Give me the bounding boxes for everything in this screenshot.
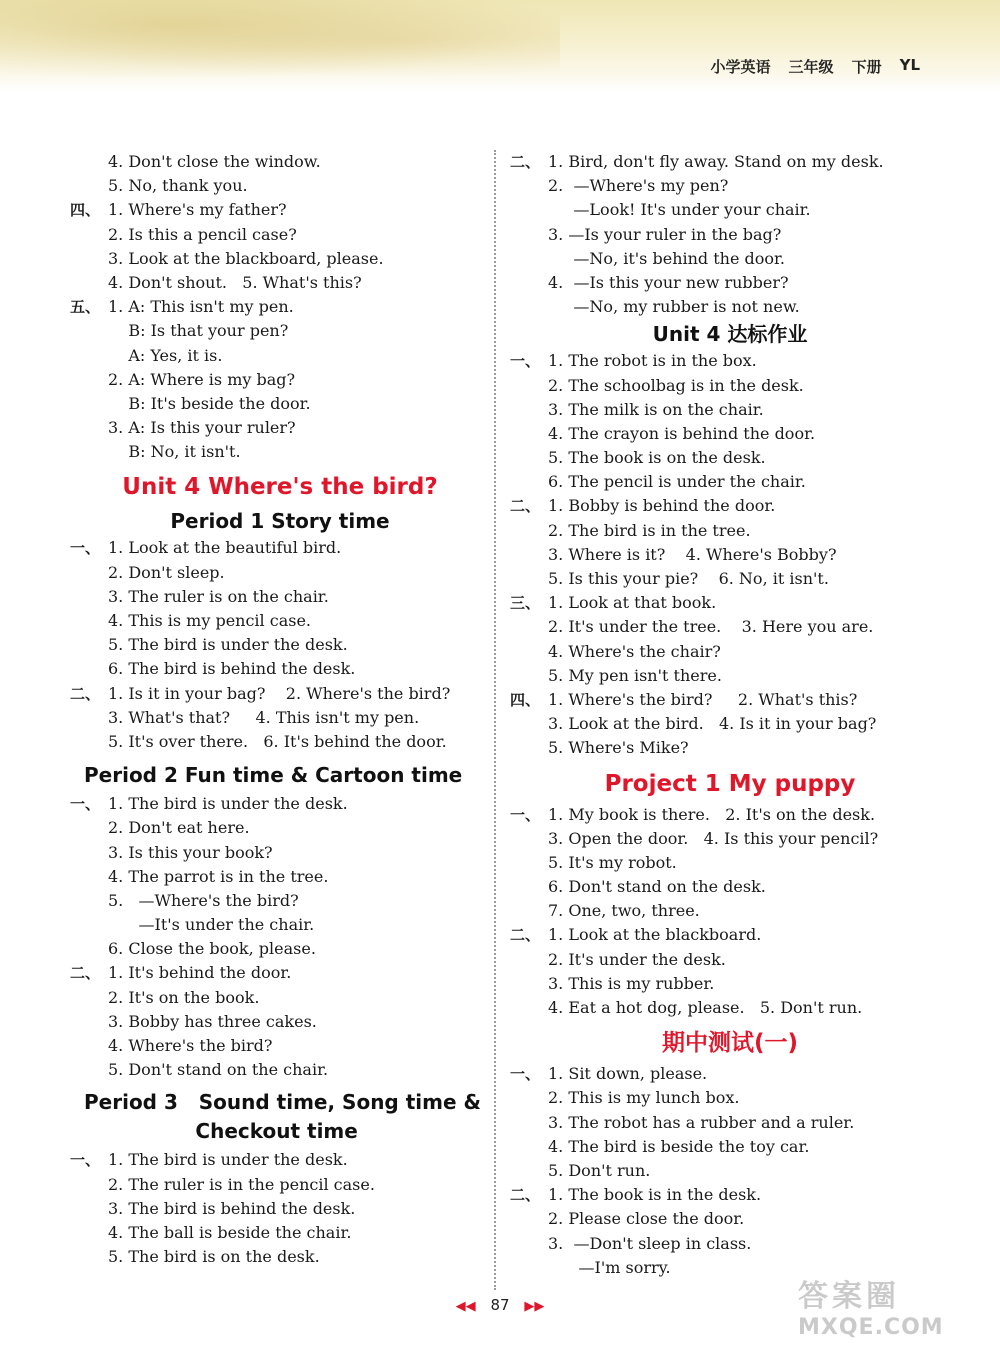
section-number: 一、 <box>70 795 101 814</box>
answer-text: 2. The schoolbag is in the desk. <box>548 375 804 395</box>
header-subject: 小学英语 <box>710 58 771 76</box>
answer-text: 1. Where's the bird? 2. What's this? <box>548 689 858 709</box>
section-number <box>510 174 548 198</box>
answer-line <box>70 416 490 440</box>
left-column <box>70 150 490 1269</box>
answer-line <box>70 889 490 913</box>
answer-text: 3. A: Is this your ruler? <box>108 418 296 438</box>
answer-line <box>70 1010 490 1034</box>
section-number <box>70 392 108 416</box>
answer-text: 5. No, thank you. <box>108 176 248 196</box>
answer-line <box>70 609 490 633</box>
answer-text: 1. Bobby is behind the door. <box>548 496 776 516</box>
section-number <box>70 585 108 609</box>
answer-line <box>70 368 490 392</box>
section-number: 一、 <box>510 1065 541 1084</box>
section-number <box>510 1256 548 1280</box>
answer-line <box>510 446 950 470</box>
section-number: 二、 <box>510 153 541 171</box>
period-heading: Period 2 Fun time & Cartoon time <box>84 763 463 788</box>
answer-text: 5. The bird is on the desk. <box>108 1247 320 1267</box>
answer-line <box>70 706 490 730</box>
answer-line <box>510 494 950 518</box>
answer-line <box>510 1086 950 1110</box>
section-number <box>70 937 108 961</box>
answer-line <box>70 816 490 840</box>
section-number: 二、 <box>510 926 541 945</box>
section-number <box>510 1232 548 1256</box>
answer-text: 4. The crayon is behind the door. <box>548 423 816 443</box>
answer-line <box>70 536 490 560</box>
section-number: 一、 <box>70 539 101 558</box>
section-number <box>70 271 108 295</box>
section-number <box>70 889 108 913</box>
section-number <box>510 1135 548 1159</box>
section-number: 二、 <box>70 684 101 703</box>
section-number: 五、 <box>70 298 101 317</box>
answer-line <box>510 996 950 1020</box>
answer-line <box>510 1207 950 1231</box>
section-number: 三、 <box>510 594 541 613</box>
answer-line <box>510 1183 950 1207</box>
answer-text: 3. The bird is behind the desk. <box>108 1198 356 1218</box>
answer-text: 1. Look at that book. <box>548 593 717 613</box>
column-divider <box>494 150 496 1290</box>
answer-text: 4. The ball is beside the chair. <box>108 1222 352 1242</box>
answer-line <box>510 1111 950 1135</box>
section-number <box>510 1111 548 1135</box>
answer-line <box>70 1058 490 1082</box>
section-number <box>70 150 108 174</box>
answer-text: 3. What's that? 4. This isn't my pen. <box>108 707 420 727</box>
answer-text: 5. My pen isn't there. <box>548 665 722 685</box>
section-number <box>510 271 548 295</box>
answer-text: 5. Don't run. <box>548 1160 651 1180</box>
answer-text: 2. Don't eat here. <box>108 818 250 838</box>
header-texture <box>0 0 560 80</box>
answer-text: B: It's beside the door. <box>108 393 311 413</box>
answer-text: 1. The bird is under the desk. <box>108 794 348 814</box>
right-column <box>510 150 950 1280</box>
answer-text: 5. It's over there. 6. It's behind the door. <box>108 731 447 751</box>
answer-line <box>510 271 950 295</box>
section-number <box>510 374 548 398</box>
answer-text: 5. —Where's the bird? <box>108 890 299 910</box>
answer-text: 6. Don't stand on the desk. <box>548 877 766 897</box>
answer-text: 5. Is this your pie? 6. No, it isn't. <box>548 569 829 588</box>
section-number <box>70 174 108 198</box>
section-number <box>70 344 108 368</box>
page-number: 87 <box>490 1296 510 1314</box>
answer-line <box>510 1159 950 1183</box>
answer-line <box>70 585 490 609</box>
answer-text: A: Yes, it is. <box>108 345 223 365</box>
section-number: 一、 <box>510 805 541 824</box>
answer-text: 5. It's my robot. <box>548 852 677 872</box>
section-number: 一、 <box>70 1151 101 1170</box>
answer-line <box>70 633 490 657</box>
answer-line <box>510 827 950 851</box>
header-term: 下册 <box>851 58 882 76</box>
answer-text: 6. Close the book, please. <box>108 939 316 959</box>
answer-line <box>510 591 950 615</box>
period-heading: Period 1 Story time <box>170 509 390 534</box>
section-number <box>70 1245 108 1269</box>
answer-text: 6. The pencil is under the chair. <box>548 472 806 492</box>
answer-line <box>510 664 950 688</box>
section-number <box>510 519 548 543</box>
answer-line <box>510 899 950 923</box>
answer-line <box>510 972 950 996</box>
section-number: 四、 <box>510 690 541 709</box>
answer-line <box>510 422 950 446</box>
section-number <box>510 640 548 664</box>
answer-text: —No, my rubber is not new. <box>548 297 800 317</box>
section-number <box>510 223 548 247</box>
answer-text: 2. Please close the door. <box>548 1209 745 1229</box>
section-number <box>70 1197 108 1221</box>
answer-text: 5. Don't stand on the chair. <box>108 1060 329 1080</box>
answer-line <box>510 688 950 712</box>
answer-text: 7. One, two, three. <box>548 901 700 921</box>
answer-text: 3. The ruler is on the chair. <box>108 586 329 606</box>
answer-line <box>70 344 490 368</box>
answer-text: 1. The robot is in the box. <box>548 351 757 371</box>
answer-line <box>70 657 490 681</box>
running-header <box>711 56 920 77</box>
answer-text: 2. It's under the desk. <box>548 949 726 969</box>
period-heading-line: Period 3 Sound time, Song time & <box>84 1090 481 1115</box>
section-number <box>70 986 108 1010</box>
watermark-logo <box>798 1271 988 1343</box>
answer-text: 2. —Where's my pen? <box>548 176 729 196</box>
answer-line <box>510 567 950 591</box>
section-number <box>510 996 548 1020</box>
section-number: 二、 <box>510 497 541 516</box>
answer-line <box>70 174 490 198</box>
answer-text: 3. Open the door. 4. Is this your pencil? <box>548 828 879 848</box>
section-number <box>510 295 548 319</box>
answer-text: 3. This is my rubber. <box>548 973 715 993</box>
answer-line <box>510 1062 950 1086</box>
section-number <box>510 712 548 736</box>
section-number <box>510 446 548 470</box>
answer-line <box>70 937 490 961</box>
answer-line <box>510 247 950 271</box>
answer-line <box>70 1034 490 1058</box>
section-number <box>70 440 108 464</box>
answer-text: 4. Don't close the window. <box>108 152 321 171</box>
answer-line <box>510 948 950 972</box>
section-number <box>70 368 108 392</box>
answer-line <box>70 1197 490 1221</box>
section-number <box>510 972 548 996</box>
answer-text: 3. Where is it? 4. Where's Bobby? <box>548 544 837 564</box>
answer-text: 5. The bird is under the desk. <box>108 635 348 655</box>
answer-text: 1. A: This isn't my pen. <box>108 297 294 317</box>
section-number <box>510 1159 548 1183</box>
answer-line <box>510 851 950 875</box>
answer-text: 1. My book is there. 2. It's on the desk. <box>548 804 876 824</box>
section-number <box>510 398 548 422</box>
section-number <box>70 633 108 657</box>
answer-text: 4. The parrot is in the tree. <box>108 866 329 886</box>
header-edition: YL <box>899 56 920 74</box>
watermark-bottom: MXQE.COM <box>798 1315 944 1340</box>
section-number <box>70 319 108 343</box>
answer-text: 2. The ruler is in the pencil case. <box>108 1174 375 1194</box>
section-number <box>70 1034 108 1058</box>
answer-text: 4. Eat a hot dog, please. 5. Don't run. <box>548 998 863 1017</box>
section-heading: Unit 4 Where's the bird? <box>122 474 438 501</box>
answer-text: 2. It's under the tree. 3. Here you are. <box>548 617 874 637</box>
answer-line <box>70 682 490 706</box>
answer-line <box>70 961 490 985</box>
section-number <box>70 609 108 633</box>
answer-line <box>510 803 950 827</box>
answer-line <box>510 223 950 247</box>
answer-line <box>70 295 490 319</box>
answer-text: 1. Where's my father? <box>108 200 287 220</box>
section-number <box>510 422 548 446</box>
answer-line <box>510 615 950 639</box>
answer-line <box>510 875 950 899</box>
answer-line <box>70 730 490 754</box>
answer-line <box>510 198 950 222</box>
answer-line <box>510 470 950 494</box>
header-grade: 三年级 <box>788 58 834 76</box>
answer-text: —I'm sorry. <box>548 1257 671 1277</box>
answer-text: 3. —Is your ruler in the bag? <box>548 224 782 244</box>
answer-text: 4. Where's the bird? <box>108 1036 273 1055</box>
period-heading: Unit 4 达标作业 <box>652 322 808 347</box>
section-number <box>510 247 548 271</box>
answer-line <box>510 349 950 373</box>
answer-line <box>70 198 490 222</box>
section-number <box>70 816 108 840</box>
section-number <box>70 561 108 585</box>
answer-line <box>70 392 490 416</box>
section-number: 二、 <box>70 964 101 983</box>
section-number <box>70 865 108 889</box>
answer-text: 1. Is it in your bag? 2. Where's the bird? <box>108 683 451 703</box>
answer-line <box>70 1173 490 1197</box>
answer-line <box>70 319 490 343</box>
section-number <box>510 899 548 923</box>
section-number <box>510 615 548 639</box>
answer-line <box>510 519 950 543</box>
answer-text: 5. The book is on the desk. <box>548 448 766 468</box>
watermark-top: 答案圈 <box>798 1279 900 1314</box>
period-heading-line: Checkout time <box>84 1119 358 1144</box>
answer-text: 1. The bird is under the desk. <box>108 1150 348 1170</box>
answer-text: 1. Look at the beautiful bird. <box>108 538 342 558</box>
answer-text: 1. The book is in the desk. <box>548 1185 762 1205</box>
answer-text: 1. Look at the blackboard. <box>548 925 762 945</box>
section-number <box>510 664 548 688</box>
answer-line <box>70 247 490 271</box>
answer-line <box>510 374 950 398</box>
header-band <box>0 0 1000 92</box>
answer-text: 2. This is my lunch box. <box>548 1088 740 1108</box>
answer-text: 3. The robot has a rubber and a ruler. <box>548 1112 855 1132</box>
answer-line <box>70 440 490 464</box>
section-number <box>510 1086 548 1110</box>
answer-line <box>70 1148 490 1172</box>
answer-text: 2. A: Where is my bag? <box>108 369 296 389</box>
section-number <box>510 198 548 222</box>
answer-line <box>510 1232 950 1256</box>
answer-text: —No, it's behind the door. <box>548 248 786 268</box>
answer-line <box>510 295 950 319</box>
section-number <box>70 841 108 865</box>
section-number <box>510 736 548 760</box>
answer-line <box>510 640 950 664</box>
answer-line <box>70 1245 490 1269</box>
section-number <box>70 1058 108 1082</box>
answer-line <box>510 174 950 198</box>
section-heading: Project 1 My puppy <box>604 770 856 797</box>
section-number: 一、 <box>510 352 541 371</box>
answer-line <box>70 913 490 937</box>
answer-text: 2. The bird is in the tree. <box>548 520 751 540</box>
section-number <box>70 1010 108 1034</box>
answer-line <box>70 865 490 889</box>
section-number <box>70 416 108 440</box>
answer-line <box>70 271 490 295</box>
next-arrow-icon: ▶▶ <box>524 1299 545 1314</box>
section-number <box>510 827 548 851</box>
section-number <box>510 567 548 591</box>
answer-text: 1. Sit down, please. <box>548 1064 708 1084</box>
section-heading: 期中测试(一) <box>661 1030 799 1057</box>
answer-line <box>510 736 950 760</box>
answer-text: 4. —Is this your new rubber? <box>548 272 789 292</box>
answer-text: 3. Look at the bird. 4. Is it in your bag? <box>548 714 877 734</box>
answer-line <box>510 1135 950 1159</box>
answer-line <box>510 923 950 947</box>
answer-text: 2. It's on the book. <box>108 987 260 1007</box>
answer-line <box>510 150 950 174</box>
answer-text: —It's under the chair. <box>108 915 315 935</box>
answer-text: 1. Bird, don't fly away. Stand on my desk. <box>548 152 884 171</box>
section-number <box>510 470 548 494</box>
answer-text: —Look! It's under your chair. <box>548 200 811 220</box>
answer-line <box>70 561 490 585</box>
answer-text: 4. This is my pencil case. <box>108 611 312 630</box>
period-heading <box>70 1088 490 1146</box>
answer-line <box>70 986 490 1010</box>
section-number <box>70 1221 108 1245</box>
section-number <box>70 1173 108 1197</box>
answer-text: 4. Don't shout. 5. What's this? <box>108 272 362 292</box>
answer-line <box>510 543 950 567</box>
answer-text: 3. Is this your book? <box>108 842 273 862</box>
answer-text: 3. The milk is on the chair. <box>548 399 764 419</box>
answer-text: 5. Where's Mike? <box>548 738 689 758</box>
answer-line <box>70 1221 490 1245</box>
answer-line <box>510 398 950 422</box>
section-number <box>510 851 548 875</box>
answer-text: 4. The bird is beside the toy car. <box>548 1136 810 1156</box>
answer-text: 3. Look at the blackboard, please. <box>108 248 384 268</box>
section-number <box>70 913 108 937</box>
answer-line <box>70 150 490 174</box>
answer-line <box>70 792 490 816</box>
answer-text: 6. The bird is behind the desk. <box>108 659 356 679</box>
section-number: 四、 <box>70 201 101 220</box>
section-number <box>70 706 108 730</box>
answer-line <box>70 841 490 865</box>
answer-text: 2. Is this a pencil case? <box>108 224 297 244</box>
section-number <box>510 1207 548 1231</box>
answer-line <box>510 712 950 736</box>
answer-text: B: No, it isn't. <box>108 442 241 462</box>
section-number: 二、 <box>510 1186 541 1205</box>
section-number <box>510 543 548 567</box>
answer-text: B: Is that your pen? <box>108 321 289 341</box>
section-number <box>70 223 108 247</box>
section-number <box>70 730 108 754</box>
answer-text: 2. Don't sleep. <box>108 562 225 582</box>
section-number <box>70 657 108 681</box>
answer-text: 1. It's behind the door. <box>108 963 292 983</box>
section-number <box>510 875 548 899</box>
answer-text: 3. —Don't sleep in class. <box>548 1233 752 1253</box>
answer-text: 4. Where's the chair? <box>548 641 721 661</box>
answer-line <box>70 223 490 247</box>
prev-arrow-icon: ◀◀ <box>455 1299 476 1314</box>
section-number <box>510 948 548 972</box>
answer-text: 3. Bobby has three cakes. <box>108 1011 317 1031</box>
section-number <box>70 247 108 271</box>
